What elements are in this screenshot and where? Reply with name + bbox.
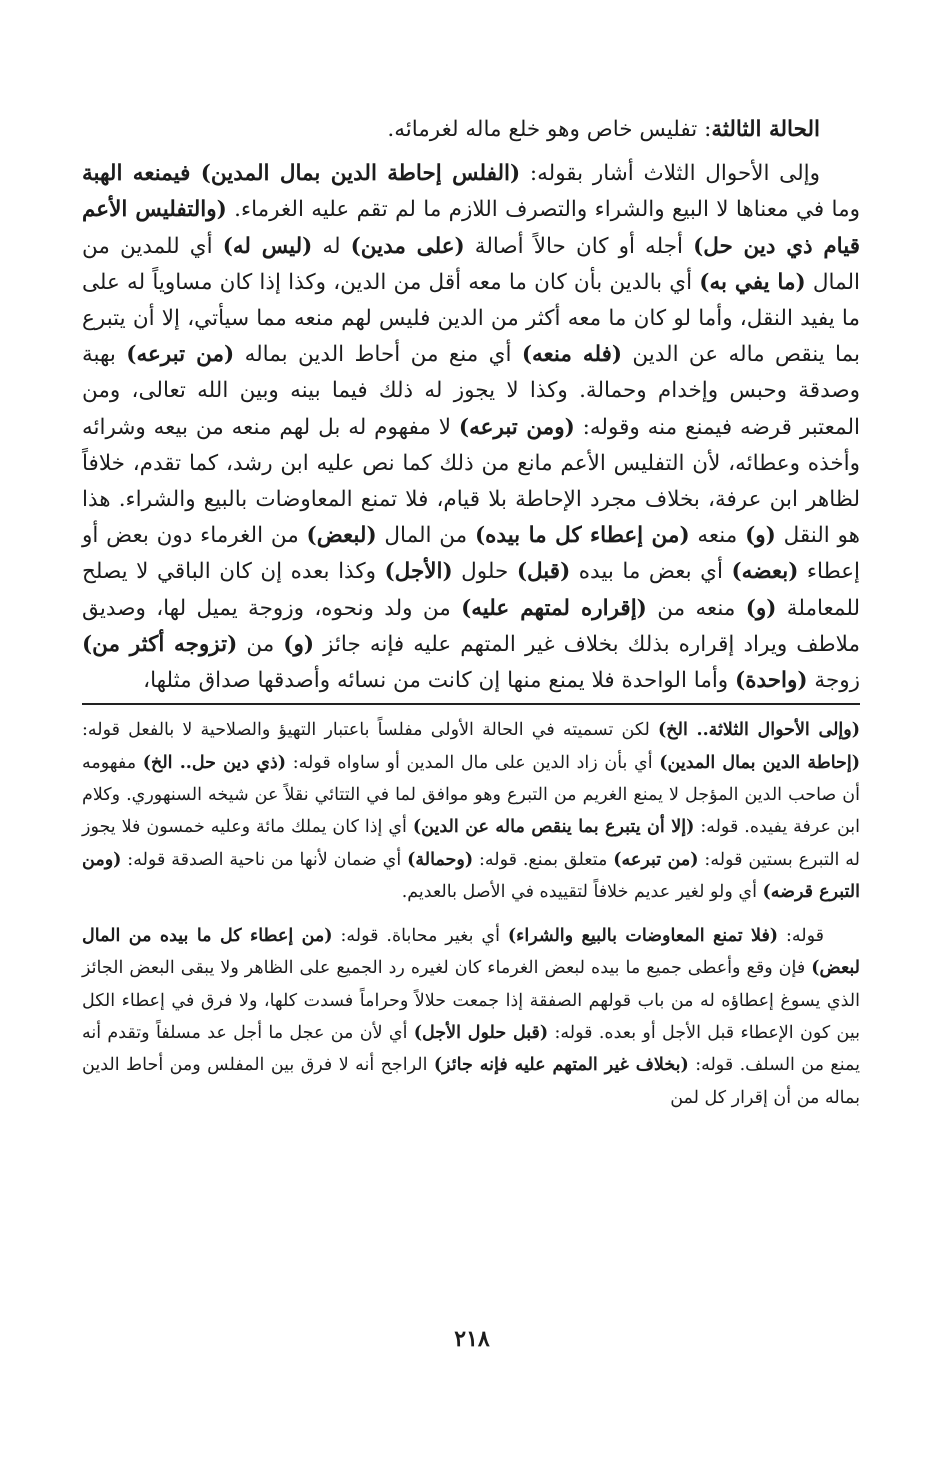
- text-run: وما في معناها لا البيع والشراء والتصرف اللازم ما لم تقم عليه الغرماء.: [226, 197, 860, 223]
- text-run: أي للمدين من المال: [82, 233, 860, 295]
- text-run: : تفليس خاص وهو خلع ماله لغرمائه.: [387, 117, 712, 142]
- text-run: وإلى الأحوال الثلاث أشار بقوله:: [520, 161, 820, 187]
- bold-term: (ذي دين حل.. الخ): [142, 752, 287, 773]
- footnotes: [82, 714, 860, 1114]
- bold-term: (من إعطاء كل ما بيده من المال لبعض): [82, 925, 860, 979]
- text-run: أي إذا كان يملك مائة وعليه خمسون فلا يجوز له التبرع بستين قوله:: [82, 817, 861, 870]
- page-number: ٢١٨: [454, 1326, 490, 1352]
- bold-term: (ومن تبرعه): [458, 414, 575, 440]
- text-run: مفهومه أن صاحب الدين المؤجل لا يمنع الغريم من التبرع وهو موافق لما في التتائي نقلاً عن شيخه السنهوري. وكلام ابن عرفة يفيده. قوله:: [82, 752, 861, 838]
- page-body: [82, 112, 860, 1114]
- bold-term: (ومن التبرع قرضه): [82, 849, 860, 903]
- footnote-paragraph: [82, 920, 860, 1114]
- paragraph-state-three: [82, 112, 860, 148]
- bold-term: (إلا أن يتبرع بما ينقص ماله عن الدين): [412, 817, 695, 838]
- text-run: لكن تسميته في الحالة الأولى مفلساً باعتبار التهيؤ والصلاحية لا بالفعل قوله:: [82, 720, 659, 741]
- bold-term: (من تبرعه): [613, 849, 699, 870]
- bold-term: (فله منعه): [521, 342, 623, 368]
- paragraph-main: [82, 156, 860, 699]
- text-run: أي بعض ما بيده: [570, 559, 732, 585]
- text-run: له: [312, 233, 351, 259]
- text-run: من الغرماء دون بعض أو إعطاء: [82, 523, 861, 585]
- bold-term: (بخلاف غير المتهم عليه فإنه جائز): [433, 1055, 689, 1076]
- text-run: من: [237, 631, 284, 657]
- bold-term: (إقراره لمتهم عليه): [461, 595, 647, 621]
- text-run: من المال: [376, 523, 475, 549]
- bold-term: (و): [745, 523, 776, 549]
- bold-term: (قبل): [516, 559, 571, 585]
- bold-term: (الفلس إحاطة الدين بمال المدين) فيمنعه الهبة: [82, 161, 521, 187]
- text-run: أي ضمان لأنها من ناحية الصدقة قوله:: [121, 849, 408, 870]
- text-run: بهبة وصدقة وحبس وإخدام وحمالة. وكذا لا يجوز له ذلك فيما بينه وبين الله تعالى، ومن المعتبر قرضه فيمنع منه وقوله:: [82, 342, 860, 440]
- bold-term: (قبل حلول الأجل): [413, 1022, 549, 1043]
- footnote-paragraph: [82, 714, 860, 908]
- text-run: فإن وقع وأعطى جميع ما بيده لبعض الغرماء كان لغيره رد الجميع على الظاهر ولا يبقى البعض الجائز الذي يسوغ إعطاؤه له من باب قولهم الصفقة إذا جمعت حلالاً وحراماً فسدت كلها، ولا فرق في إعطاء الكل بين كون الإعطاء قبل الأجل أو بعده. قوله:: [82, 958, 860, 1043]
- bold-term: (بعضه): [731, 559, 799, 585]
- bold-term: (من إعطاء كل ما بيده): [474, 523, 690, 549]
- bold-term: (على مدين): [350, 233, 465, 259]
- bold-term: (و): [283, 631, 315, 657]
- bold-term: (من تبرعه): [126, 342, 235, 368]
- bold-term: (والتفليس الأعم قيام ذي دين حل): [82, 197, 860, 259]
- bold-term: (ما يفي به): [699, 269, 806, 295]
- bold-term: (و): [745, 595, 777, 621]
- bold-term: (لبعض): [306, 523, 377, 549]
- footnote-divider: [82, 703, 860, 705]
- text-run: من ولد ونحوه، وزوجة يميل لها، وصديق ملاطف ويراد إقراره بذلك بخلاف غير المتهم عليه فإنه جائز: [82, 595, 860, 657]
- bold-term: (وحمالة): [407, 849, 474, 870]
- text-run: زوجة: [807, 668, 860, 694]
- text-run: أي ولو لغير عديم خلافاً لتقييده في الأصل بالعديم.: [401, 882, 763, 903]
- text-run: الراجح أنه لا فرق بين المفلس ومن أحاط الدين بماله من أن إقرار كل لمن: [82, 1055, 860, 1108]
- text-run: أي لأن من عجل ما أجل عد مسلفاً وتقدم أنه يمنع من السلف. قوله:: [82, 1022, 860, 1076]
- text-run: لا مفهوم له بل لهم منعه من بيعه وشرائه وأخذه وعطائه، لأن التفليس الأعم مانع من ذلك كما نص عليه ابن رشد، كما تقدم، خلافاً لظاهر ابن عرفة، بخلاف مجرد الإحاطة بلا قيام، فلا تمنع المعاوضات بالبيع والشراء. هذا هو النقل: [82, 414, 860, 549]
- text-run: متعلق بمنع. قوله:: [473, 849, 614, 870]
- text-run: قوله:: [778, 925, 825, 946]
- text-run: أي منع من أحاط الدين بماله: [234, 342, 522, 368]
- main-text: [82, 112, 860, 699]
- bold-term: (إحاطة الدين بمال المدين): [659, 752, 860, 773]
- text-run: منعه من: [646, 595, 746, 621]
- text-run: حلول: [452, 559, 517, 585]
- text-run: أي بالدين بأن كان ما معه أقل من الدين، وكذا إذا كان مساوياً له على ما يفيد النقل، وأما لو كان ما معه أكثر من الدين فليس لهم منعه مما سيأتي، إلا أن يتبرع بما ينقص ماله عن الدين: [82, 269, 861, 368]
- bold-term: الحالة الثالثة: [711, 117, 820, 142]
- bold-term: (وإلى الأحوال الثلاثة.. الخ): [658, 720, 860, 741]
- text-run: وكذا بعده إن كان الباقي لا يصلح للمعاملة: [82, 559, 860, 621]
- text-run: أي بغير محاباة. قوله:: [332, 925, 508, 946]
- text-run: أجله أو كان حالاً أصالة: [464, 233, 694, 259]
- bold-term: (تزوجه أكثر من): [82, 631, 238, 657]
- text-run: وأما الواحدة فلا يمنع منها إن كانت من نسائه وأصدقها صداق مثلها،: [143, 668, 736, 694]
- bold-term: (فلا تمنع المعاوضات بالبيع والشراء): [507, 925, 779, 946]
- bold-term: (واحدة): [735, 668, 808, 694]
- text-run: أي بأن زاد الدين على مال المدين أو ساواه قوله:: [286, 752, 660, 773]
- text-run: منعه: [689, 523, 746, 549]
- bold-term: (ليس له): [222, 233, 313, 259]
- bold-term: (الأجل): [384, 559, 453, 585]
